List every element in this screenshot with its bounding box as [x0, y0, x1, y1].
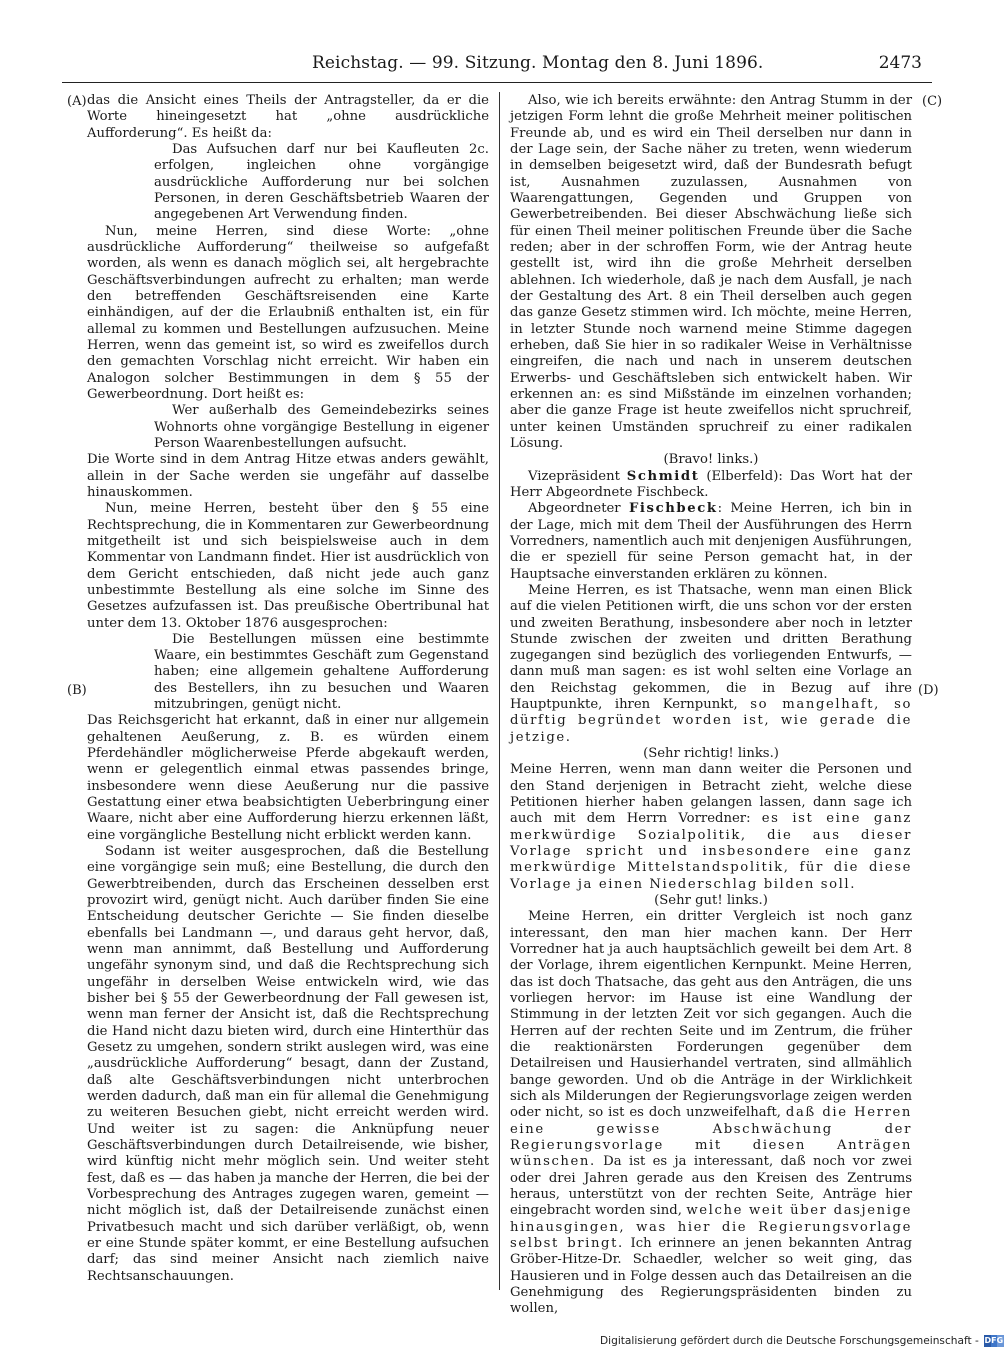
page-number: 2473 [878, 53, 922, 73]
running-title: Reichstag. — 99. Sitzung. Montag den 8. Juni 1896. [312, 53, 764, 73]
paragraph-text: Da ist es ja interessant, daß noch vor zwei oder drei Jahren gerade aus den Kreisen des Zentrums heraus, unterstützt von der rechten Seite, Anträge hier eingebracht worden sind, [510, 1154, 912, 1219]
left-column [87, 93, 489, 1283]
paragraph-text: Meine Herren, ein dritter Vergleich ist noch ganz interessant, den man hier machen kann. Der Herr Vorredner hat ja auch hauptsächlich geweilt bei dem Art. 8 der Vorlage, ihrem eigentlichen Kernpunkt. Meine Herren, das ist doch Thatsache, das geht aus den Anträgen, die uns vorliegen hervor: im Hause ist eine Wandlung der Stimmung in der letzten Zeit vor sich gegangen. Auch die Herren auf der rechten Seite und im Zentrum, die früher die reaktionärsten Forderungen gegenüber dem Detailreisen und Hausierhandel vertraten, sind allmählich bange geworden. Und ob die Anträge in der Wirklichkeit sich als Milderungen der Regierungsvorlage zeigen werden oder nicht, so ist es doch unzweifelhaft, [510, 909, 912, 1121]
digitization-footer [600, 1333, 1004, 1349]
speaker-name: Schmidt [626, 468, 700, 484]
spaced-emphasis: welche weit über dasjenige hinausgingen, was hier die Regierungsvorlage selbst bringt. [510, 1203, 912, 1251]
speaker-role: Abgeordneter [528, 501, 629, 517]
margin-marker-a: (A) [67, 94, 87, 109]
dfg-logo [984, 1335, 1004, 1347]
quotation: Das Aufsuchen darf nur bei Kaufleuten 2c. erfolgen, ingleichen ohne vorgängige ausdrückliche Aufforderung nur bei solchen Personen, in deren Geschäftsbetrieb Waaren der angegebenen Art Verwendung finden. [154, 141, 489, 223]
margin-marker-b: (B) [67, 683, 87, 698]
reaction-note: (Bravo! links.) [663, 452, 759, 468]
paragraph [510, 583, 912, 746]
paragraph: Nun, meine Herren, sind diese Worte: „ohne ausdrückliche Aufforderung“ theilweise so aufgefaßt worden, als wenn es danach möglich sei, alt hergebrachte Geschäftsverbindungen aufrecht zu erhalten; man werde den betreffenden Geschäftsreisenden eine Karte einhändigen, auf der die Erlaubniß enthalten ist, ein für allemal zu kommen und Bestellungen aufzusuchen. Meine Herren, wenn das gemeint ist, so wird es zweifellos durch den gemachten Vorschlag nicht erreicht. Wir haben ein Analogon solcher Bestimmungen in dem § 55 der Gewerbeordnung. Dort heißt es: [87, 223, 489, 402]
paragraph: Die Worte sind in dem Antrag Hitze etwas anders gewählt, allein in der Sache werden sie ungefähr auf dasselbe hinauskommen. [87, 452, 489, 500]
footer-text: Digitalisierung gefördert durch die Deutsche Forschungsgemeinschaft - [600, 1335, 979, 1347]
paragraph-text: Meine Herren, es ist Thatsache, wenn man einen Blick auf die vielen Petitionen wirft, die uns schon vor der ersten und zweiten Berathung, insbesondere aber noch in letzter Stunde zwischen der zweiten und dritten Berathung zugegangen sind bezüglich des vorliegenden Entwurfs, — dann muß man sagen: es ist wohl selten eine Vorlage an den Reichstag gekommen, die in Bezug auf ihre Hauptpunkte, ihren Kernpunkt, [510, 582, 912, 713]
header-rule [62, 82, 932, 83]
speaker-name: Fischbeck [628, 501, 718, 517]
spaced-emphasis: so mangelhaft, so dürftig begründet worden ist, wie gerade die jetzige. [510, 697, 912, 745]
page-header [0, 0, 1000, 95]
paragraph [510, 909, 912, 1317]
spaced-emphasis: es ist eine ganz merkwürdige Sozialpolitik, die aus dieser Vorlage spricht und insbesondere eine ganz merkwürdige Mittelstandspolitik, für die diese Vorlage ja einen Niederschlag bilden soll. [510, 811, 912, 892]
quotation: Die Bestellungen müssen eine bestimmte Waare, ein bestimmtes Geschäft zum Gegenstand haben; eine allgemein gehaltene Aufforderung des Bestellers, ihn zu besuchen und Waaren mitzubringen, genügt nicht. [154, 631, 489, 713]
paragraph: Das Reichsgericht hat erkannt, daß in einer nur allgemein gehaltenen Aeußerung, z. B. es würden einem Pferdehändler möglicherweise Pferde abgekauft werden, wenn er gelegentlich einmal etwas passendes bringe, insbesondere wenn diese Aeußerung nur die passive Gestattung einer etwa beabsichtigten Ueberbringung einer Waare, nicht aber eine Aufforderung hierzu erkennen läßt, eine vorgängliche Bestellung nicht erblickt werden kann. [87, 713, 489, 843]
quotation: Wer außerhalb des Gemeindebezirks seines Wohnorts ohne vorgängige Bestellung in eigener Person Waarenbestellungen aufsucht. [154, 403, 489, 451]
speaker-paragraph [510, 469, 912, 502]
reaction-note: (Sehr richtig! links.) [643, 746, 779, 762]
reaction-note: (Sehr gut! links.) [654, 893, 768, 909]
paragraph-text: Meine Herren, wenn man dann weiter die Personen und den Stand derjenigen in Betracht zieht, welche diese Petitionen hierher haben gelangen lassen, dann sage ich auch mit dem Herrn Vorredner: [510, 762, 912, 827]
paragraph: das die Ansicht eines Theils der Antragsteller, da er die Worte hineingesetzt hat „ohne ausdrückliche Aufforderung“. Es heißt da: [87, 93, 489, 141]
paragraph: Also, wie ich bereits erwähnte: den Antrag Stumm in der jetzigen Form lehnt die große Mehrheit meiner politischen Freunde ab, und es wird ein Theil derselben nur dann in der Lage sein, der Sache näher zu treten, wenn wiederum in demselben beigesetzt wird, daß der Bundesrath befugt ist, Ausnahmen zuzulassen, Ausnahmen von Waarengattungen, Gegenden und Gruppen von Gewerbetreibenden. Bei dieser Abschwächung ließe sich für einen Theil meiner politischen Freunde über die Sache reden; aber in der schroffen Form, wie der Antrag heute gestellt ist, wird ihn die große Mehrheit derselben ablehnen. Ich wiederhole, daß je nach dem Ausfall, je nach der Gestaltung des Art. 8 ein Theil derselben auch gegen das ganze Gesetz stimmen wird. Ich möchte, meine Herren, in letzter Stunde noch warnend meine Stimme dagegen erheben, daß Sie hier in so radikaler Weise in Verhältnisse eingreifen, die nach und nach in unserem deutschen Erwerbs- und Geschäftsleben sich entwickelt haben. Wir erkennen an: es sind Mißstände im einzelnen vorhanden; aber die ganze Frage ist heute zweifellos nicht spruchreif, unter keinen Umständen spruchreif zu einer radikalen Lösung. [510, 93, 912, 451]
right-column [510, 93, 912, 1317]
speaker-paragraph [510, 501, 912, 583]
paragraph-text: (Elberfeld): Das Wort hat der Herr Abgeordnete Fischbeck. [510, 468, 912, 500]
paragraph-text: Ich erinnere an jenen bekannten Antrag Gröber-Hitze-Dr. Schaedler, welcher so weit ging, das Hausieren und in Folge dessen auch das Detailreisen an die Genehmigung des Regierungspräsidenten binden zu wollen, [510, 1235, 912, 1317]
paragraph: Nun, meine Herren, besteht über den § 55 eine Rechtsprechung, die in Kommentaren zur Gewerbeordnung mitgetheilt ist und sich beispielsweise auch in dem Kommentar von Landmann findet. Hier ist ausdrücklich von dem Gericht entschieden, daß nicht jede auch ganz unbestimmte Bestellung als eine solche im Sinne des Gesetzes aufzufassen ist. Das preußische Obertribunal hat unter dem 13. Oktober 1876 ausgesprochen: [87, 501, 489, 631]
paragraph [510, 762, 912, 893]
paragraph-text: : Meine Herren, ich bin in der Lage, mich mit dem Theil der Ausführungen des Herrn Vorredners, namentlich auch mit denjenigen Ausführungen, die er speziell für seine Person gemacht hat, in der Hauptsache einverstanden erklären zu können. [510, 501, 912, 582]
margin-marker-d: (D) [918, 683, 939, 698]
spaced-emphasis: daß die Herren eine gewisse Abschwächung der Regierungsvorlage mit diesen Anträgen wünschen. [510, 1105, 912, 1170]
margin-marker-c: (C) [922, 94, 943, 109]
paragraph: Sodann ist weiter ausgesprochen, daß die Bestellung eine vorgängige sein muß; eine Bestellung, die durch den Gewerbtreibenden, durch das Erscheinen desselben erst provozirt wird, genügt nicht. Auch darüber finden Sie eine Entscheidung deutscher Gerichte — Sie finden dieselbe ebenfalls bei Landmann —, und daraus geht hervor, daß, wenn man annimmt, daß Bestellung und Aufforderung ungefähr synonym sind, und daß die Rechtsprechung sich ungefähr in derselben Weise entwickeln wird, wie das bisher bei § 55 der Gewerbeordnung der Fall gewesen ist, wenn man ferner der Ansicht ist, daß die Rechtsprechung die Hand nicht dazu bieten wird, durch eine Hinterthür das Gesetz zu umgehen, sondern strikt auslegen wird, was eine „ausdrückliche Aufforderung“ besagt, dann der Zustand, daß alte Geschäftsverbindungen nicht unterbrochen werden dadurch, daß man ein für allemal die Genehmigung zu weiteren Besuchen giebt, nicht erreicht werden wird. Und weiter ist zu sagen: die Anknüpfung neuer Geschäftsverbindungen durch Detailreisende, wie bisher, wird künftig nicht mehr möglich sein. Und weiter steht fest, daß es — das haben ja manche der Herren, die bei der Vorbesprechung des Antrages zugegen waren, gemeint — nicht möglich ist, daß der Detailreisende zunächst einen Privatbesuch macht und sich darüber verläßigt, ob, wenn er eine Stunde später kommt, er eine Bestellung aufsuchen darf; das sind meiner Ansicht nach ziemlich naive Rechtsanschauungen. [87, 844, 489, 1284]
dfg-logo-text: DFG [984, 1336, 1004, 1345]
column-divider [499, 92, 500, 1290]
speaker-role: Vizepräsident [528, 468, 627, 484]
